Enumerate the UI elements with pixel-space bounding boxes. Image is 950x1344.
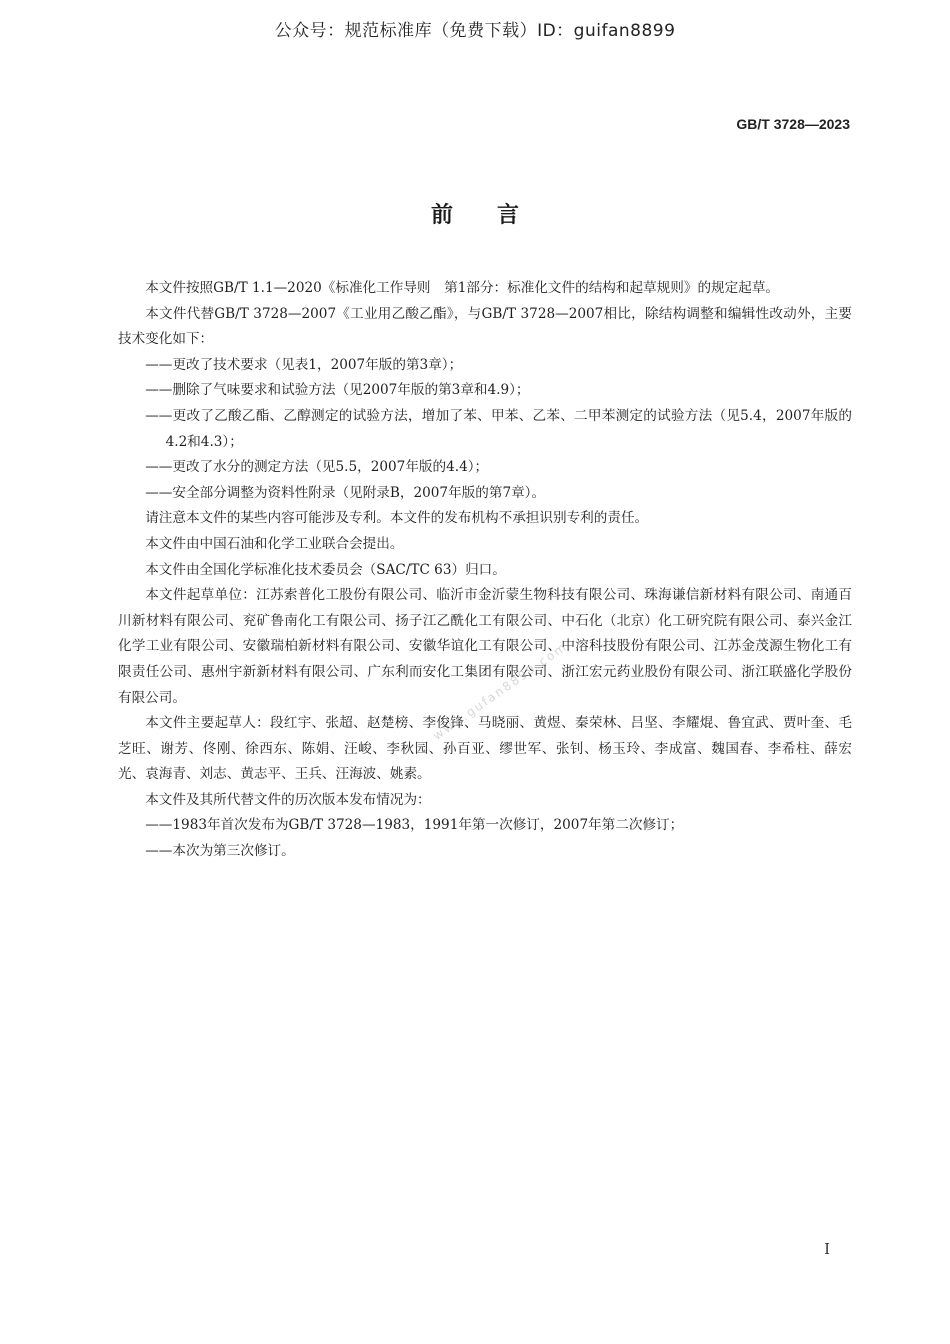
page-title: 前言 [430, 203, 563, 228]
paragraph-drafting-rules: 本文件按照GB/T 1.1—2020《标准化工作导则 第1部分：标准化文件的结构和起草规则》的规定起草。 [145, 280, 780, 296]
change-item: ——更改了水分的测定方法（见5.5，2007年版的4.4）； [145, 459, 489, 476]
paragraph-drafters: 本文件主要起草人：段红宇、张超、赵楚榜、李俊锋、马晓丽、黄煜、秦荣林、吕坚、李耀焜、鲁宜武、贾叶奎、毛芝旺、谢芳、佟刚、徐西东、陈娟、汪峻、李秋园、孙百亚、缪世军、张钊、杨玉玲、李成富、魏国春、李希柱、薛宏光、袁海青、刘志、黄志平、王兵、汪海波、姚素。 [118, 715, 852, 783]
watermark: www.gufan8899.com [430, 639, 571, 743]
foreword-body [118, 276, 852, 865]
paragraph-history-intro: 本文件及其所代替文件的历次版本发布情况为： [145, 791, 431, 808]
change-item: ——更改了乙酸乙酯、乙醇测定的试验方法，增加了苯、甲苯、乙苯、二甲苯测定的试验方法（见5.4，2007年版的4.2和4.3）； [145, 407, 852, 450]
paragraph-committee: 本文件由全国化学标准化技术委员会（SAC/TC 63）归口。 [145, 561, 506, 578]
change-item: ——删除了气味要求和试验方法（见2007年版的第3章和4.9）； [145, 382, 530, 399]
paragraph-patent-notice: 请注意本文件的某些内容可能涉及专利。本文件的发布机构不承担识别专利的责任。 [145, 510, 649, 527]
paragraph-drafting-units: 本文件起草单位：江苏索普化工股份有限公司、临沂市金沂蒙生物科技有限公司、珠海谦信新材料有限公司、南通百川新材料有限公司、兖矿鲁南化工有限公司、扬子江乙酰化工有限公司、中石化（北京）化工研究院有限公司、泰兴金江化学工业有限公司、安徽瑞柏新材料有限公司、安徽华谊化工有限公司、中溶科技股份有限公司、江苏金茂源生物化工有限责任公司、惠州宇新新材料有限公司、广东利而安化工集团有限公司、浙江宏元药业股份有限公司、浙江联盛化学股份有限公司。 [118, 587, 852, 706]
standard-code: GB/T 3728—2023 [736, 116, 850, 132]
paragraph-proposer: 本文件由中国石油和化学工业联合会提出。 [145, 535, 404, 552]
change-item: ——更改了技术要求（见表1，2007年版的第3章）； [145, 356, 463, 373]
page-banner: 公众号：规范标准库（免费下载）ID：guifan8899 [274, 21, 676, 41]
history-item: ——本次为第三次修订。 [145, 843, 295, 860]
change-item: ——安全部分调整为资料性附录（见附录B，2007年版的第7章）。 [145, 484, 546, 501]
page-number: I [824, 1240, 830, 1258]
history-item: ——1983年首次发布为GB/T 3728—1983，1991年第一次修订，2007年第二次修订； [145, 817, 684, 834]
paragraph-replaces: 本文件代替GB/T 3728—2007《工业用乙酸乙酯》，与GB/T 3728—2007相比，除结构调整和编辑性改动外，主要技术变化如下： [118, 305, 852, 348]
